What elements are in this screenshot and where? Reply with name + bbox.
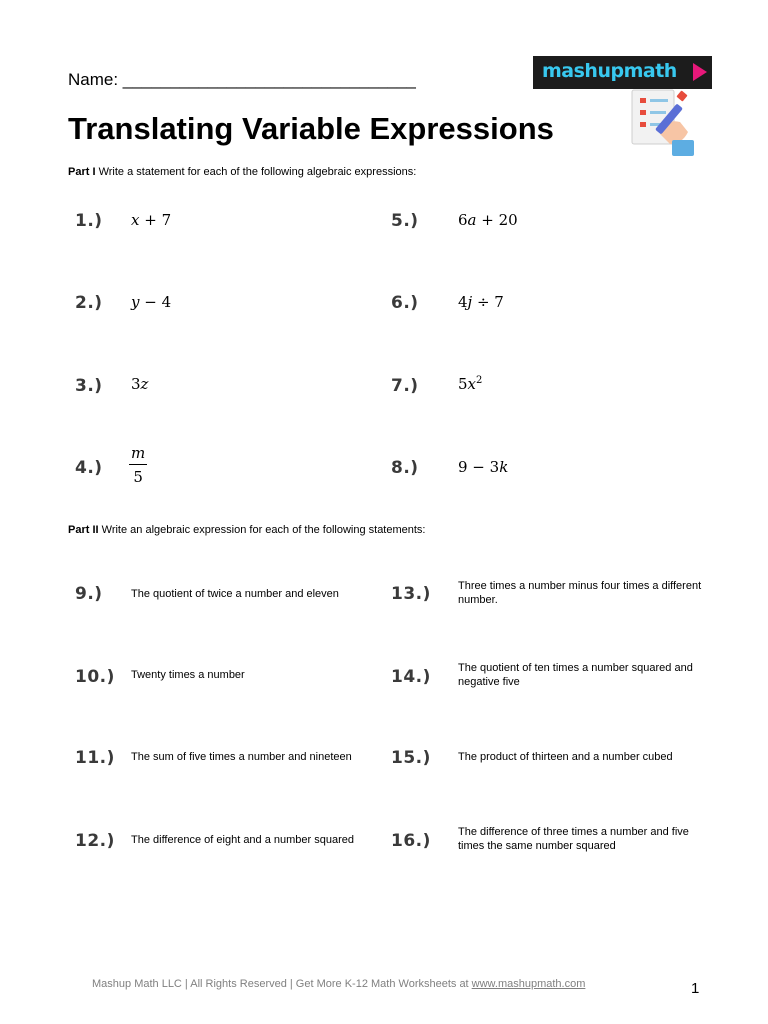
statement-11: The sum of five times a number and nineteen — [131, 751, 352, 763]
statement-14: The quotient of ten times a number squared and negative five — [458, 662, 693, 688]
problem-number: 5.) — [391, 211, 419, 231]
part-1-instructions — [68, 166, 416, 178]
problem-number: 10.) — [75, 667, 115, 687]
expression-5: 6a + 20 — [458, 211, 518, 229]
problem-number: 12.) — [75, 831, 115, 851]
part-1-text: Write a statement for each of the following algebraic expressions: — [95, 166, 417, 178]
logo-text: mashupmath — [542, 60, 677, 82]
expression-6: 4j ÷ 7 — [458, 293, 504, 311]
footer — [92, 978, 585, 990]
mashupmath-logo — [533, 56, 712, 89]
part-2-instructions — [68, 524, 426, 536]
expression-1: x + 7 — [131, 211, 172, 229]
problem-number: 11.) — [75, 748, 115, 768]
expression-3: 3z — [131, 375, 149, 393]
statement-12: The difference of eight and a number squared — [131, 834, 355, 846]
problem-number: 6.) — [391, 293, 419, 313]
problem-number: 14.) — [391, 667, 431, 687]
play-icon — [692, 62, 708, 82]
page-title: Translating Variable Expressions — [68, 111, 554, 146]
expression-4 — [129, 444, 147, 486]
part-2-label: Part II — [68, 524, 99, 536]
problem-number: 3.) — [75, 376, 103, 396]
part-1-label: Part I — [68, 166, 96, 178]
statement-10: Twenty times a number — [131, 669, 245, 681]
problem-number: 9.) — [75, 584, 103, 604]
problem-number: 15.) — [391, 748, 431, 768]
footer-text: Mashup Math LLC | All Rights Reserved | Get More K-12 Math Worksheets at — [92, 978, 472, 990]
problem-number: 8.) — [391, 458, 419, 478]
worksheet-pencil-icon — [622, 88, 702, 160]
fraction: $\frac{m}{5}$ — [131, 444, 146, 486]
statement-9: The quotient of twice a number and eleven — [131, 588, 339, 600]
expression-2: y − 4 — [131, 293, 172, 311]
statement-15: The product of thirteen and a number cubed — [458, 751, 673, 763]
problem-number: 13.) — [391, 584, 431, 604]
problem-number: 7.) — [391, 376, 419, 396]
statement-16: The difference of three times a number and five times the same number squared — [458, 826, 689, 852]
page-number: 1 — [691, 980, 700, 997]
part-2-text: Write an algebraic expression for each of the following statements: — [98, 524, 426, 536]
expression-7: $5x^2$ — [458, 375, 483, 393]
statement-13: Three times a number minus four times a different number. — [458, 580, 702, 606]
expression-8: 9 − 3k — [458, 458, 509, 476]
problem-number: 4.) — [75, 458, 103, 478]
name-field-line: Name: _______________________________ — [68, 70, 416, 89]
footer-link[interactable]: www.mashupmath.com — [471, 978, 586, 990]
problem-number: 1.) — [75, 211, 103, 231]
problem-number: 2.) — [75, 293, 103, 313]
problem-number: 16.) — [391, 831, 431, 851]
